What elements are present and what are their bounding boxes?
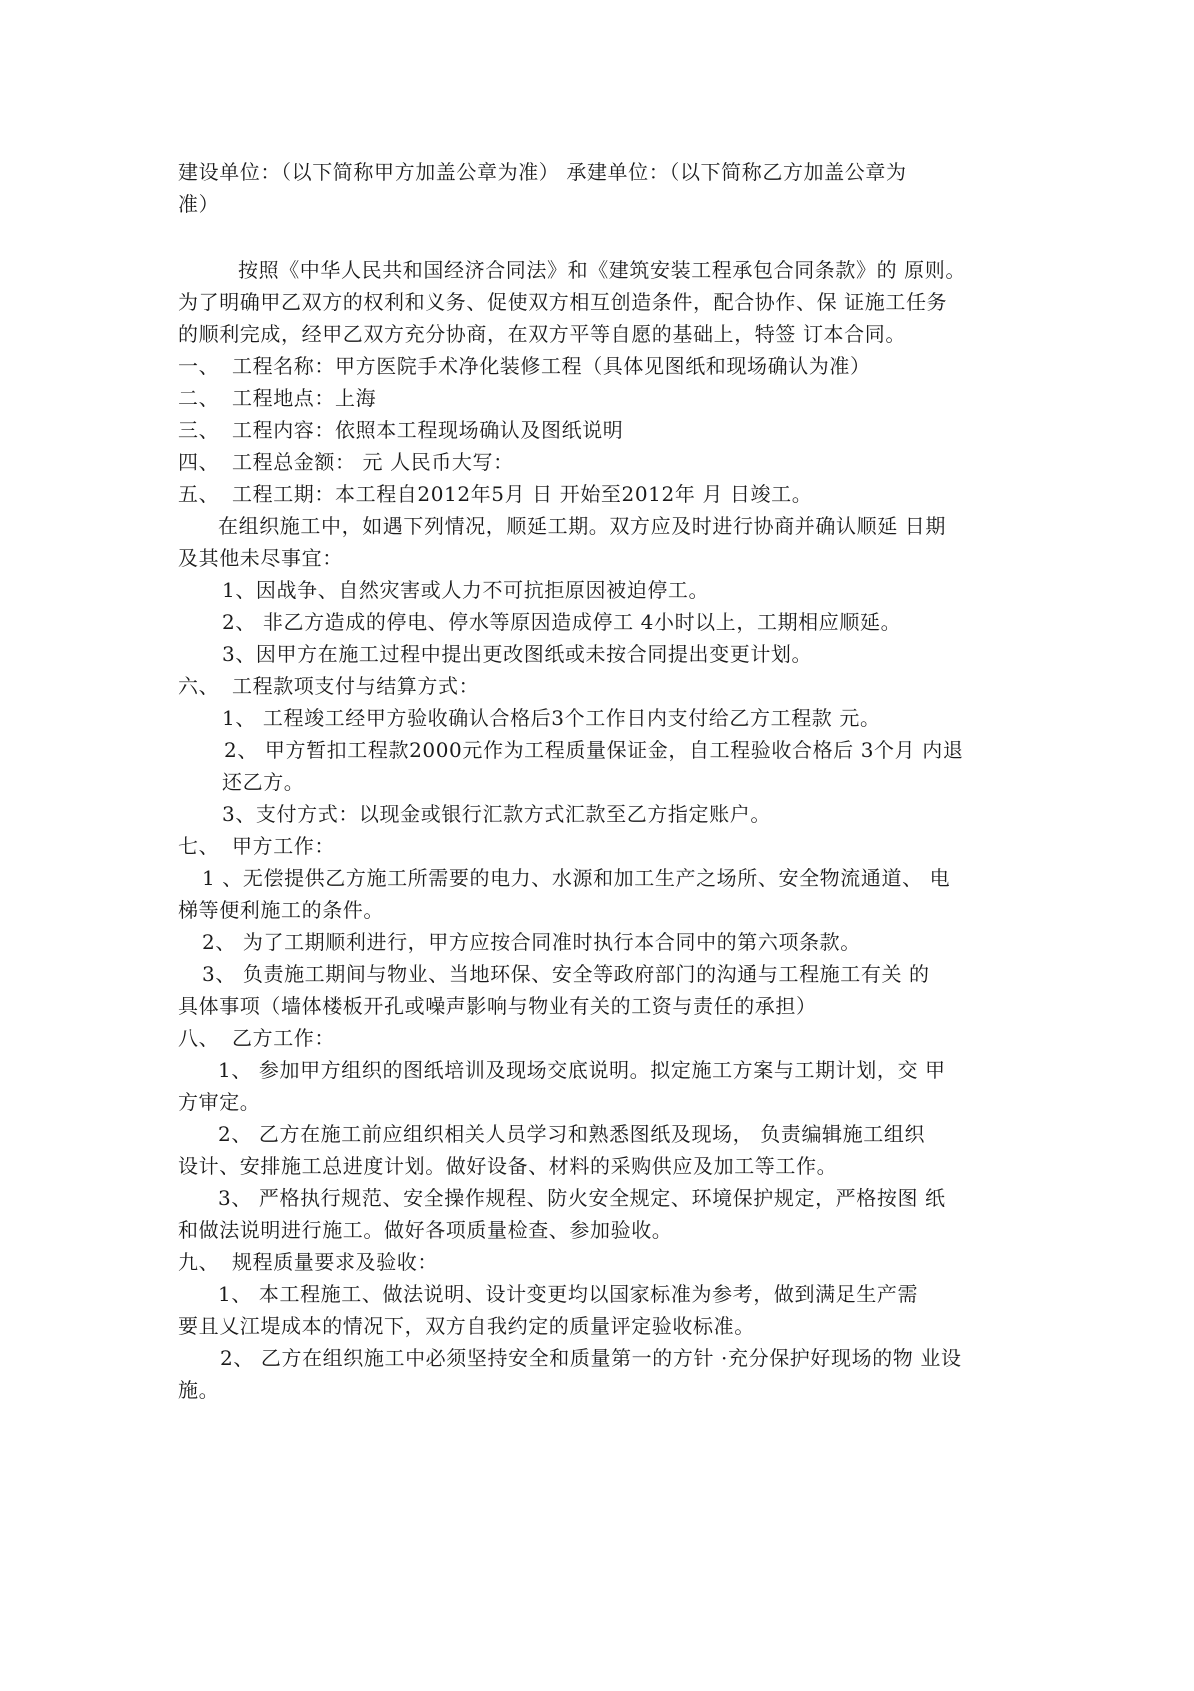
section-heading [178,478,1028,510]
section-paragraph: 在组织施工中，如遇下列情况，顺延工期。双方应及时进行协商并确认顺延 日期 [218,514,946,538]
list-item-cont: 具体事项（墙体楼板开孔或噪声影响与物业有关的工资与责任的承担） [178,994,817,1018]
section-text: 工程地点：上海 [232,386,377,410]
preamble-line: 为了明确甲乙双方的权利和义务、促使双方相互创造条件，配合协作、保 证施工任务 [178,290,948,314]
section-heading [178,670,1028,702]
preamble-line: 的顺利完成，经甲乙双方充分协商，在双方平等自愿的基础上，特签 订本合同。 [178,322,906,346]
list-item: 3、 负责施工期间与物业、当地环保、安全等政府部门的沟通与工程施工有关 的 [202,962,930,986]
spacer [178,220,1028,254]
section-text: 乙方工作： [232,1026,335,1050]
section-number: 六、 [178,674,220,698]
list-item: 2、 为了工期顺利进行，甲方应按合同准时执行本合同中的第六项条款。 [202,930,861,954]
section-number: 五、 [178,482,220,506]
section-text: 规程质量要求及验收： [232,1250,438,1274]
contract-body [178,156,1028,1406]
section-paragraph: 及其他未尽事宜： [178,546,343,570]
section-heading [178,414,1028,446]
section-text: 工程款项支付与结算方式： [232,674,480,698]
section-heading [178,446,1028,478]
list-item: 2、 非乙方造成的停电、停水等原因造成停工 4小时以上，工期相应顺延。 [222,610,902,634]
section-heading [178,382,1028,414]
list-item-cont: 方审定。 [178,1090,261,1114]
section-heading [178,1022,1028,1054]
list-item-cont: 要且乂江堤成本的情况下，双方自我约定的质量评定验收标准。 [178,1314,755,1338]
section-number: 四、 [178,450,220,474]
section-number: 八、 [178,1026,220,1050]
section-number: 三、 [178,418,220,442]
list-item-cont: 还乙方。 [222,770,305,794]
list-item: 1 、无偿提供乙方施工所需要的电力、水源和加工生产之场所、安全物流通道、 电 [202,866,951,890]
list-item: 1、 本工程施工、做法说明、设计变更均以国家标准为参考，做到满足生产需 [218,1282,919,1306]
section-text: 工程工期：本工程自2012年5月 日 开始至2012年 月 日竣工。 [232,482,813,506]
section-number: 一、 [178,354,220,378]
section-number: 二、 [178,386,220,410]
header-line: 建设单位：（以下简称甲方加盖公章为准） 承建单位：（以下简称乙方加盖公章为 [178,160,907,184]
section-number: 七、 [178,834,220,858]
list-item: 3、 严格执行规范、安全操作规程、防火安全规定、环境保护规定，严格按图 纸 [218,1186,946,1210]
list-item: 1、 参加甲方组织的图纸培训及现场交底说明。拟定施工方案与工期计划，交 甲 [218,1058,946,1082]
list-item-cont: 和做法说明进行施工。做好各项质量检查、参加验收。 [178,1218,673,1242]
list-item-cont: 施。 [178,1378,220,1402]
list-item-cont: 设计、安排施工总进度计划。做好设备、材料的采购供应及加工等工作。 [178,1154,838,1178]
list-item: 2、 乙方在组织施工中必须坚持安全和质量第一的方针 ·充分保护好现场的物 业设 [220,1346,962,1370]
list-item: 3、因甲方在施工过程中提出更改图纸或未按合同提出变更计划。 [222,642,813,666]
section-heading [178,1246,1028,1278]
preamble-line: 按照《中华人民共和国经济合同法》和《建筑安装工程承包合同条款》的 原则。 [238,258,966,282]
section-text: 工程总金额： 元 人民币大写： [232,450,514,474]
list-item: 2、 甲方暂扣工程款2000元作为工程质量保证金，自工程验收合格后 3个月 内退 [224,738,964,762]
list-item-cont: 梯等便利施工的条件。 [178,898,384,922]
section-text: 工程名称：甲方医院手术净化装修工程（具体见图纸和现场确认为准） [232,354,871,378]
list-item: 2、 乙方在施工前应组织相关人员学习和熟悉图纸及现场， 负责编辑施工组织 [218,1122,926,1146]
header-line-cont: 准） [178,192,220,216]
section-heading [178,350,1028,382]
section-text: 甲方工作： [232,834,335,858]
list-item: 1、因战争、自然灾害或人力不可抗拒原因被迫停工。 [222,578,710,602]
list-item: 3、支付方式：以现金或银行汇款方式汇款至乙方指定账户。 [222,802,771,826]
list-item: 1、 工程竣工经甲方验收确认合格后3个工作日内支付给乙方工程款 元。 [222,706,881,730]
section-number: 九、 [178,1250,220,1274]
section-text: 工程内容：依照本工程现场确认及图纸说明 [232,418,624,442]
section-heading [178,830,1028,862]
